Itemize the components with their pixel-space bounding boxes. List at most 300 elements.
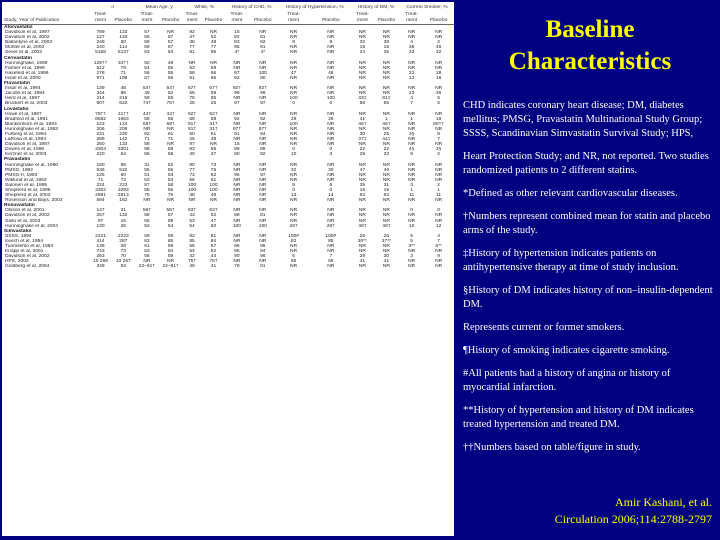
table-cell: 93 [120,264,127,270]
table-cell: 59 [167,244,174,250]
study-name-cell: Insull et al, 1994 [5,86,41,92]
table-cell: 95 [234,45,240,51]
arm-header-cell: Placebo [423,17,454,25]
table-cell: 70 [120,254,127,260]
table-cell: 54 [189,223,195,229]
arm-header-cell: ment [400,17,423,25]
table-cell: 54 [144,65,150,71]
table-cell: NR [259,96,267,102]
table-cell: NR [233,233,241,239]
table-cell: 248 [96,40,105,46]
table-cell: NR [382,30,390,36]
table-cell: NR [290,50,298,56]
study-name-cell: Rosenson and Bays, 2003 [5,198,63,204]
table-cell: 58 [167,147,174,153]
study-name-cell: Keech et al, 1994 [5,238,44,244]
table-cell: NR [259,208,267,214]
table-cell: 38 [408,45,415,51]
table-cell: 26 [120,223,127,229]
table-cell: 97 [97,218,104,224]
arm-header-cell [158,10,182,17]
table-cell: 2223 [117,233,129,239]
table-body [2,25,454,270]
table-cell: 52 [210,35,217,41]
table-cell: NR [435,198,443,204]
table-cell: NR [143,126,151,132]
table-cell: 53 [167,177,174,183]
study-name-cell: HPS, 2002 [5,259,29,265]
header-group: History of Hypertension, % [285,4,344,10]
table-cell: NR [290,218,298,224]
table-cell: NR [327,50,335,56]
table-cell: 86 [120,91,127,97]
table-cell: NR [167,30,175,36]
table-cell: 3293 [117,188,129,193]
table-cell: 10 267 [115,259,131,265]
table-cell: 13 [290,193,297,199]
table-cell: 10 269 [93,259,109,265]
table-cell: 62† [209,111,218,117]
table-cell: 55 [167,70,174,76]
table-cell: 77 [210,45,217,51]
table-cell: 50 [144,60,150,66]
study-name-cell: Knapp et al, 2001 [5,249,44,255]
header-blank [2,2,90,10]
table-cell: 2913 [117,193,129,199]
table-cell: 85 [210,96,217,102]
table-cell: 607 [96,101,105,107]
arm-header-cell: ment [90,17,111,25]
table-cell: NR [188,198,196,204]
table-cell: 126 [96,172,105,178]
table-cell: 215 [119,96,128,102]
table-cell: NR [358,30,366,36]
table-cell: 48 [328,70,334,76]
table-cell: 33‡ [358,96,367,102]
table-cell: NR [167,198,175,204]
table-cell: 59 [210,91,217,97]
table-cell: NR [233,162,241,168]
table-cell: 36 [435,91,442,97]
table-cell: NR [233,182,241,188]
table-cell: 0 [292,101,295,107]
table-cell: 81 [260,213,266,219]
table-cell: 96 [260,254,266,260]
table-cell: NR [259,182,267,188]
table-cell: 16 [435,75,442,81]
study-name-cell: Hunninghake et al, 1990 [5,162,59,168]
study-name-cell: Kerzner et al, 2003 [5,152,47,158]
table-cell: 59 [167,233,174,239]
table-cell: 0 [410,208,414,214]
table-cell: NR [290,162,298,168]
table-cell: NR [408,137,416,143]
footnotes [463,99,717,464]
table-cell: 100 [258,70,267,76]
table-cell: NR [290,249,298,255]
table-cell: 25 [383,131,390,137]
table-cell: 57 [144,30,150,36]
table-cell: 63 [189,65,195,71]
table-cell: NR [358,198,366,204]
table-cell: 25 [383,50,390,56]
footnote: #All patients had a history of angina or history of myocardial infarction. [463,368,671,393]
table-cell: NR [327,121,335,127]
table-cell: NR [358,70,366,76]
table-cell: NR [327,111,335,117]
table-cell: 3 [410,182,414,188]
table-cell: 100# [288,233,300,239]
table-cell: 29 [290,116,297,122]
table-cell: NR [290,142,298,148]
table-cell: NR [233,208,241,214]
header-group: Current Smoker, % [406,4,448,10]
table-cell: 58 [144,147,150,153]
table-cell: 32 [435,50,442,56]
table-cell: NR [259,238,267,244]
table-cell: NR [382,249,390,255]
table-cell: 127 [96,35,105,41]
table-cell: NR [435,35,443,41]
table-cell: NR [358,111,366,117]
arm-header-cell: Placebo [248,17,278,25]
table-cell: 56 [359,101,366,107]
table-cell: 0 [329,147,333,153]
table-cell: 54 [167,249,174,255]
table-cell: NR [435,172,443,178]
table-cell: 30 [359,131,366,137]
table-cell: 100 [187,188,197,193]
table-cell: NR [290,111,298,117]
table-cell: 85 [189,238,195,244]
table-cell: 206 [96,126,105,132]
table-cell: 6 [329,182,333,188]
table-cell: 47 [290,70,297,76]
table-cell: 94 [260,249,266,255]
header-group: White, % [194,4,215,10]
table-cell: 52 [167,91,174,97]
study-name-cell: PMSG-II, 1993 [5,172,38,178]
table-cell: 51 [210,131,217,137]
table-cell: 7 [437,238,440,244]
table-cell: 10 [408,223,415,229]
table-cell: 7 [410,101,414,107]
table-cell: NR [358,244,366,250]
table-cell: NR [408,142,416,148]
table-cell: NR [358,213,366,219]
table-cell: NR [327,131,335,137]
table-cell: NR [290,35,298,41]
study-name-cell: Howe et al, 1987 [5,111,42,117]
table-cell: 64 [120,152,127,158]
table-cell: NR [290,177,298,183]
table-cell: 61 [167,131,174,137]
table-cell: 61 [189,75,195,81]
table-cell: NR [259,162,267,168]
table-cell: 52 [210,213,217,219]
table-cell: NR [327,213,335,219]
table-cell: 130 [96,223,105,229]
table-cell: 59 [167,254,174,260]
table-cell: 47 [210,218,217,224]
table-cell: 58 [144,96,150,102]
table-cell: 81 [260,264,266,270]
table-cell: 92 [189,30,195,36]
table-cell: 2 [437,182,440,188]
table-cell: NR [408,259,416,265]
table-cell: 57 [210,244,217,250]
table-cell: 9 [292,40,295,46]
header-group: History of DM, % [357,4,395,10]
table-cell: 58 [144,142,150,148]
arm-header-cell: ment [226,17,248,25]
table-cell: 59 [167,96,174,102]
table-cell: 55 [167,167,174,173]
table-cell: 55 [144,218,150,224]
baseline-characteristics-table [2,2,454,270]
citation [555,494,712,528]
table-cell: 14 [328,193,334,199]
table-cell: 3§ [408,131,415,137]
table-cell: 91† [187,121,197,127]
table-cell: NR [290,45,298,51]
table-cell: 80†† [433,121,445,127]
table-cell: NR [259,218,267,224]
table-cell: 89 [234,147,240,153]
table-cell: 62† [187,111,197,117]
baseline-table-panel [2,2,454,536]
table-cell: 65 [290,259,297,265]
table-cell: NR [167,259,175,265]
table-row [2,264,454,269]
study-name-cell: Downs et al, 1998 [5,147,45,153]
table-cell: 85 [328,238,334,244]
table-cell: 0 [329,188,333,193]
table-cell: 99 [234,91,240,97]
table-cell: NR [358,264,366,270]
table-cell: 30 [328,167,334,173]
table-cell: NR [259,177,267,183]
table-cell: 61 [210,177,217,183]
table-cell: 78 [189,96,195,102]
table-cell: 59 [167,218,174,224]
table-cell: NR [358,65,366,71]
table-cell: NR [290,198,298,204]
table-cell: 19 [359,45,366,51]
table-cell: 56† [166,208,175,214]
table-cell: NR [233,111,241,117]
table-cell: NR [327,126,335,132]
table-cell: 49 [189,264,195,270]
table-cell: NR [290,60,298,66]
table-cell: 62 [383,193,390,199]
table-cell: 0 [292,147,295,153]
table-cell: 46† [382,121,391,127]
table-cell: 88 [120,162,127,168]
table-cell: NR [327,244,335,250]
table-cell: 57 [144,75,150,81]
table-cell: NR [327,264,335,270]
table-cell: 90 [234,254,240,260]
table-cell: 44‡ [382,137,391,143]
table-cell: 1 [410,116,414,122]
table-cell: NR [358,91,366,97]
table-cell: 62 [359,193,366,199]
table-cell: 206 [119,126,128,132]
table-cell: NR [435,218,443,224]
study-name-cell: Davidson et al, 2002 [5,213,50,219]
table-cell: 56 [144,70,150,76]
table-cell: 3304 [95,147,106,153]
table-cell: 4§ [408,147,415,153]
table-cell: 32 [359,40,366,46]
table-cell: NR [327,35,335,41]
table-cell: 100 [232,223,241,229]
table-cell: NR [408,162,416,168]
table-cell: 49 [144,91,150,97]
table-cell: 5 [437,101,440,107]
drug-group-label: Rosuvastatin [4,203,35,209]
table-cell: 1 [410,188,414,193]
footnote: CHD indicates coronary heart disease; DM, diabetes mellitus; PMSG, Pravastatin Multinational Study Group; SSSS, Scandinavian Simvastatin Survival Study; HPS, [463,100,703,139]
table-cell: 57 [167,213,174,219]
table-cell: NR [327,249,335,255]
table-cell: 15 [120,218,127,224]
table-cell: 4* [260,50,266,56]
table-cell: NR [408,126,416,132]
table-cell: 59 [189,116,195,122]
table-cell: NR [408,65,416,71]
footnote: ††Numbers based on table/figure in study. [463,442,641,453]
table-cell: 1 [385,116,388,122]
arm-header-cell: Treat- [405,11,419,17]
table-cell: 50 [189,131,195,137]
table-cell: 48 [189,193,195,199]
table-cell: 41 [359,259,366,265]
table-cell: 26 [383,233,390,239]
table-cell: 7 [437,137,440,143]
table-cell: 100 [187,182,197,188]
table-cell: 100 [258,223,267,229]
table-cell: NR [382,213,390,219]
table-cell: 3301 [117,147,129,153]
slide-title [460,14,720,78]
table-cell: NR [435,65,443,71]
table-cell: 231 [96,131,105,137]
table-cell: 3§ [435,147,442,153]
table-cell: 223 [119,182,128,188]
table-cell: 96 [234,172,240,178]
table-cell: 22–81† [162,264,179,270]
table-cell: NR [435,177,443,183]
table-cell: NR [408,121,416,127]
study-name-cell: Hunninghake et al, 2004 [5,223,59,229]
table-cell: 100 [209,182,218,188]
table-cell: 32 [290,167,297,173]
slide-title-line1: Baseline [545,16,635,43]
study-name-cell: Sever et al, 2003 [5,50,42,56]
study-name-cell: Davidson et al, 2002 [5,35,50,41]
table-cell: NR [435,86,443,92]
table-cell: 3** [408,244,415,250]
table-cell: 21†† [117,111,129,117]
table-cell: 52 [144,223,150,229]
table-cell: 289 [96,137,105,143]
table-cell: 84 [210,238,217,244]
table-cell: 62 [144,131,150,137]
table-cell: 97 [260,101,266,107]
header-group: History of CHD, % [231,4,272,10]
table-cell: 622 [119,101,128,107]
table-cell: 28 [435,70,442,76]
table-cell: NR [290,264,298,270]
table-cell: 75† [187,259,197,265]
table-cell: NR [435,264,443,270]
table-cell: 97 [260,172,266,178]
table-cell: 52 [210,249,217,255]
table-cell: NR [382,91,390,97]
table-cell: 133 [119,30,128,36]
table-cell: NR [233,188,241,193]
footnote: ¶History of smoking indicates cigarette smoking. [463,345,670,356]
table-cell: 44† [166,111,175,117]
table-cell: 29 [328,116,334,122]
table-cell: 100# [325,233,337,239]
table-cell: 42 [189,254,195,260]
table-cell: 66 [210,70,217,76]
table-cell: 38 [189,40,195,46]
table-cell: 2891 [95,193,106,199]
table-cell: NR [435,213,443,219]
table-cell: 278 [96,70,105,76]
table-cell: NR [188,60,196,66]
table-cell: 63 [144,238,150,244]
table-cell: NR [408,249,416,255]
table-cell: 63† [187,208,197,214]
table-cell: 60 [120,172,127,178]
table-cell: 22 [408,70,415,76]
study-name-cell: Shepherd et al, 2002 [5,193,51,199]
table-cell: NR [382,35,390,41]
table-cell: NR [435,60,443,66]
table-cell: NR [435,142,443,148]
table-cell: 90 [234,152,240,158]
table-cell: 77 [189,45,195,51]
table-cell: NR [358,162,366,168]
table-header-arms-line2 [2,17,454,25]
table-cell: 30** [357,238,367,244]
table-cell: 162 [119,198,128,204]
table-cell: NR [382,142,390,148]
table-cell: 60 [120,40,127,46]
drug-group-label: Cerivastatin [4,55,32,61]
table-cell: 97 [234,101,240,107]
table-cell: 54† [166,86,175,92]
table-cell: 71 [120,70,127,76]
arm-header-cell: Treat- [185,11,199,17]
table-cell: 58 [210,116,217,122]
table-cell: NR [408,111,416,117]
table-cell: NR [209,60,218,66]
table-cell: NR [408,177,416,183]
study-name-cell: Salonen et al, 1995 [5,182,48,188]
table-cell: 41 [210,264,217,270]
table-cell: 53 [189,218,195,224]
table-cell: 123 [96,121,105,127]
arm-header-cell [423,10,454,17]
table-cell: 92 [260,152,266,158]
table-cell: 220 [96,152,105,158]
